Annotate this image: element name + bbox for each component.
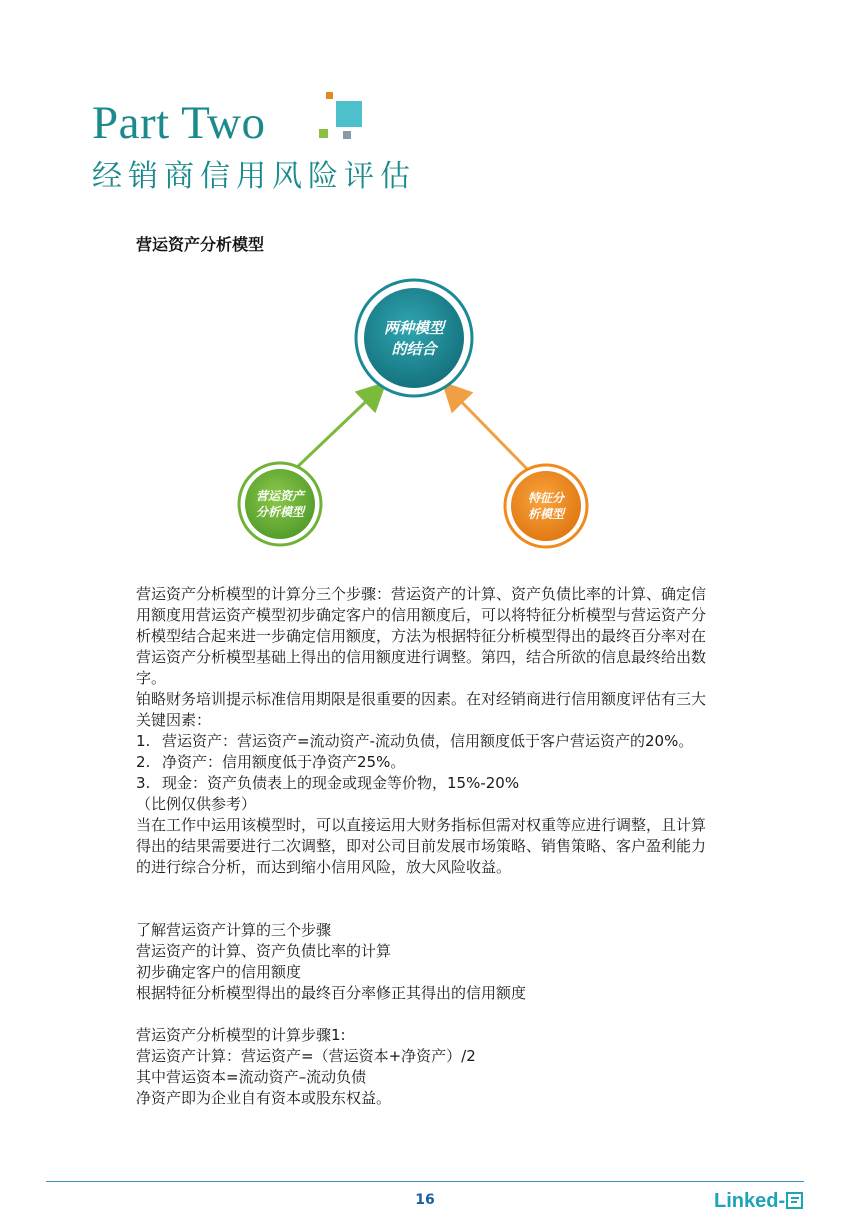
factor-number: 3.	[136, 774, 151, 792]
factor-text: 净资产：信用额度低于净资产25%。	[162, 753, 406, 771]
left-circle	[245, 469, 315, 539]
right-label-line2: 析模型	[527, 507, 565, 521]
step-item: 营运资产的计算、资产负债比率的计算	[136, 942, 392, 960]
factor-item	[136, 731, 716, 752]
factor-item	[136, 773, 716, 794]
center-circle	[364, 288, 464, 388]
left-label-line2: 分析模型	[255, 505, 305, 519]
footer-divider	[46, 1181, 804, 1182]
factor-number: 1.	[136, 732, 151, 750]
brand-f-icon	[786, 1192, 803, 1209]
step-item: 根据特征分析模型得出的最终百分率修正其得出的信用额度	[136, 984, 527, 1002]
factor-text: 现金：资产负债表上的现金或现金等价物，15%-20%	[162, 774, 520, 792]
step1-formula: 营运资产计算：营运资产=（营运资本+净资产）/2	[136, 1047, 476, 1065]
left-label-line1: 营运资产	[255, 489, 305, 503]
part-subtitle: 经销商信用风险评估	[92, 159, 416, 194]
brand-logo	[714, 1190, 803, 1213]
decor-square-cyan	[336, 101, 362, 127]
step1-definition-working-capital: 其中营运资本=流动资产–流动负债	[136, 1068, 367, 1086]
center-label-line2: 的结合	[391, 340, 437, 358]
model-diagram	[220, 262, 630, 562]
steps-intro: 了解营运资产计算的三个步骤	[136, 921, 332, 939]
arrow-right-to-center	[450, 390, 530, 472]
brand-logo-text: Linked-	[714, 1190, 786, 1212]
step1-definition-net-assets: 净资产即为企业自有资本或股东权益。	[136, 1089, 392, 1107]
page-number: 16	[415, 1192, 435, 1208]
paragraph-calculation-steps: 营运资产分析模型的计算分三个步骤：营运资产的计算、资产负债比率的计算、确定信用额度用营运资产模型初步确定客户的信用额度后，可以将特征分析模型与营运资产分析模型结合起来进一步确定信用额度，方法为根据特征分析模型得出的最终百分率对在营运资产分析模型基础上得出的信用额度进行调整。第四，结合所欲的信息最终给出数字。	[136, 585, 707, 687]
factor-text: 营运资产：营运资产=流动资产-流动负债，信用额度低于客户营运资产的20%。	[162, 732, 694, 750]
decor-square-orange	[326, 92, 333, 99]
step-item: 初步确定客户的信用额度	[136, 963, 302, 981]
body-text	[136, 584, 716, 1109]
decor-square-green	[319, 129, 328, 138]
step1-title: 营运资产分析模型的计算步骤1:	[136, 1026, 346, 1044]
right-circle	[511, 471, 581, 541]
section-heading: 营运资产分析模型	[136, 235, 265, 254]
paragraph-key-factors-intro: 铂略财务培训提示标准信用期限是很重要的因素。在对经销商进行信用额度评估有三大关键因素：	[136, 690, 707, 729]
factor-number: 2.	[136, 753, 151, 771]
arrow-left-to-center	[292, 390, 378, 472]
right-label-line1: 特征分	[527, 491, 565, 505]
ratio-note: （比例仅供参考）	[136, 795, 257, 813]
paragraph-model-usage: 当在工作中运用该模型时，可以直接运用大财务指标但需对权重等应进行调整，且计算得出的结果需要进行二次调整，即对公司目前发展市场策略、销售策略、客户盈利能力的进行综合分析，而达到缩小信用风险，放大风险收益。	[136, 816, 707, 876]
center-label-line1: 两种模型	[383, 319, 445, 337]
decor-square-gray	[343, 131, 351, 139]
part-title: Part Two	[92, 97, 266, 149]
factor-item	[136, 752, 716, 773]
